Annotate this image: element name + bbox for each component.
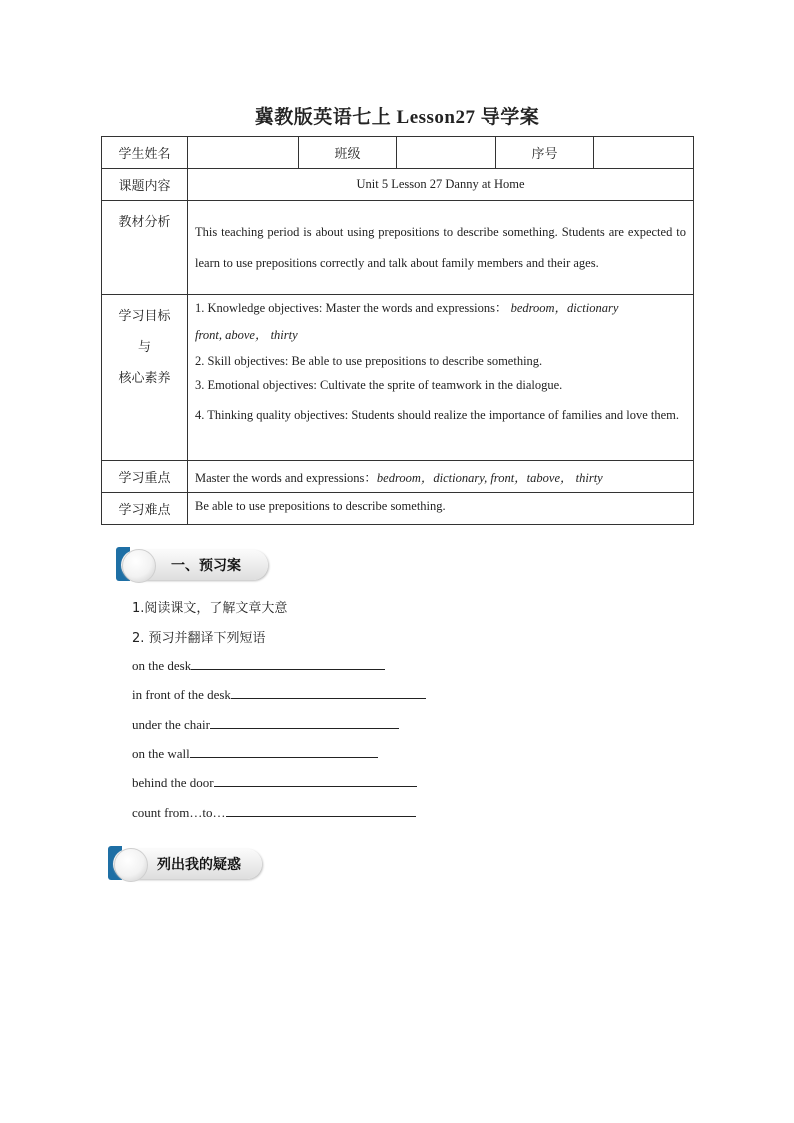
objectives-label [102,295,188,461]
seq-label: 序号 [496,137,594,169]
phrase-row [132,716,399,733]
table-row [102,295,694,461]
phrase-row [132,657,385,674]
table-row [102,137,694,169]
objective-1-text: 1. Knowledge objectives: Master the words and expressions： [195,301,508,315]
student-name-field[interactable] [188,137,299,169]
heading-circle-icon [122,549,156,583]
content-value: Unit 5 Lesson 27 Danny at Home [188,169,694,201]
phrase-row [132,804,416,821]
answer-blank[interactable] [191,657,385,670]
section-heading-questions [108,846,262,882]
phrase-text: behind the door [132,775,214,790]
answer-blank[interactable] [214,774,417,787]
class-field[interactable] [397,137,496,169]
objective-1-cont [195,322,686,349]
heading-circle-icon [114,848,148,882]
phrase-text: under the chair [132,717,210,732]
difficulties-value: Be able to use prepositions to describe something. [188,493,694,525]
objectives-label-line: 与 [137,340,151,355]
objectives-label-line: 学习目标 [118,309,171,324]
phrase-text: on the wall [132,746,190,761]
preview-item-2: 2. 预习并翻译下列短语 [132,631,266,646]
section-heading-preview [116,547,268,583]
answer-blank[interactable] [231,686,426,699]
objective-1-words-2: front, above， thirty [195,328,298,342]
class-label: 班级 [299,137,397,169]
analysis-value: This teaching period is about using prepositions to describe something. Students are expected to learn to use prepositions correctly and talk about family members and their ages. [188,201,694,295]
objective-3: 3. Emotional objectives: Cultivate the sprite of teamwork in the dialogue. [195,378,563,392]
seq-field[interactable] [594,137,694,169]
analysis-label: 教材分析 [102,201,188,295]
answer-blank[interactable] [210,716,399,729]
key-points-value [188,461,694,493]
key-points-label: 学习重点 [102,461,188,493]
answer-blank[interactable] [190,745,378,758]
table-row [102,461,694,493]
phrase-text: on the desk [132,658,192,673]
difficulties-label: 学习难点 [102,493,188,525]
objective-1-words: bedroom，dictionary [510,301,619,315]
phrase-row [132,745,378,762]
content-label: 课题内容 [102,169,188,201]
section-1-heading: 一、预习案 [171,558,241,574]
phrase-text: in front of the desk [132,687,231,702]
objectives-label-line: 核心素养 [118,371,171,386]
info-table [101,136,694,525]
objective-1 [195,295,686,322]
student-name-label: 学生姓名 [102,137,188,169]
objectives-value [188,295,694,461]
objective-2: 2. Skill objectives: Be able to use prepositions to describe something. [195,354,543,368]
page-title: 冀教版英语七上 Lesson27 导学案 [254,107,540,128]
phrase-row [132,774,417,791]
objective-4: 4. Thinking quality objectives: Students should realize the importance of families and love them. [195,408,680,422]
preview-item-1: 1.阅读课文，了解文章大意 [132,601,288,616]
phrase-row [132,686,426,703]
key-points-text: Master the words and expressions： [195,470,377,485]
section-2-heading: 列出我的疑惑 [157,857,241,873]
table-row [102,201,694,295]
table-row [102,493,694,525]
key-points-words: bedroom，dictionary, front，tabove， thirty [376,470,603,485]
answer-blank[interactable] [226,804,416,817]
table-row [102,169,694,201]
phrase-text: count from…to… [132,805,226,820]
